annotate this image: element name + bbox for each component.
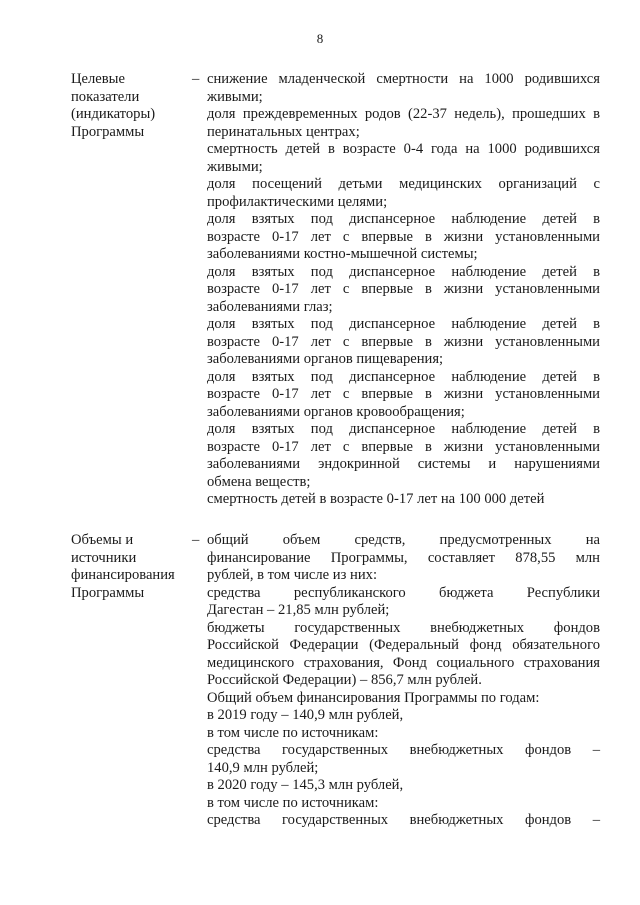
list-item-line: обмена веществ; [207, 473, 311, 490]
page-number: 8 [316, 31, 324, 46]
list-item [207, 491, 600, 509]
list-item-line: средства республиканского бюджета Республики [207, 584, 600, 601]
list-item-line: возрасте 0-17 лет с впервые в жизни установленными [207, 386, 600, 402]
section-label-line: Объемы и [71, 532, 134, 548]
list-item-line: доля посещений детьми медицинских организаций с [207, 176, 600, 192]
section-dash: – [192, 71, 200, 87]
list-item-line: доля взятых под диспансерное наблюдение детей в [207, 421, 600, 437]
section-content [207, 71, 600, 509]
list-item [207, 106, 600, 141]
section-label-line: финансирования [71, 567, 175, 583]
list-item-line: снижение младенческой смертности на 1000 родившихся [207, 71, 600, 87]
list-item-line: в том числе по источникам: [207, 724, 379, 741]
list-item-line: средства государственных внебюджетных фондов – [207, 812, 600, 828]
list-item-line: в том числе по источникам: [207, 794, 379, 811]
list-item-line: заболеваниями эндокринной системы и нарушениями [207, 456, 600, 472]
list-item-line: в 2020 году – 145,3 млн рублей, [207, 777, 404, 793]
list-item [207, 742, 600, 777]
list-item-line: в 2019 году – 140,9 млн рублей, [207, 707, 404, 723]
list-item [207, 71, 600, 106]
section-dash: – [192, 532, 200, 548]
list-item [207, 795, 600, 813]
list-item-line: рублей, в том числе из них: [207, 567, 377, 583]
list-item-line: заболеваниями органов кровообращения; [207, 403, 465, 420]
list-item-line: доля взятых под диспансерное наблюдение детей в [207, 368, 600, 385]
list-item-line: финансирование Программы, составляет 878,55 млн [207, 549, 600, 566]
list-item-line: доля взятых под диспансерное наблюдение детей в [207, 263, 600, 280]
list-item [207, 725, 600, 743]
list-item-line: перинатальных центрах; [207, 123, 360, 140]
section-label [71, 532, 191, 602]
section-label-line: источники [71, 549, 137, 566]
list-item-line: Дагестан – 21,85 млн рублей; [207, 602, 390, 618]
list-item-line: медицинского страхования, Фонд социального страхования [207, 654, 600, 671]
list-item [207, 176, 600, 211]
list-item [207, 421, 600, 491]
list-item [207, 532, 600, 585]
list-item [207, 690, 600, 708]
list-item [207, 707, 600, 725]
list-item-line: Российской Федерации) – 856,7 млн рублей. [207, 672, 482, 688]
list-item [207, 211, 600, 264]
section-label-line: Программы [71, 584, 145, 601]
list-item-line: смертность детей в возрасте 0-17 лет на 100 000 детей [207, 491, 545, 507]
list-item-line: заболеваниями органов пищеварения; [207, 351, 444, 367]
list-item-line: возрасте 0-17 лет с впервые в жизни установленными [207, 281, 600, 297]
list-item-line: доля преждевременных родов (22-37 недель), прошедших в [207, 106, 600, 122]
list-item-line: бюджеты государственных внебюджетных фондов [207, 619, 600, 636]
section-label-line: Программы [71, 123, 145, 140]
list-item-line: доля взятых под диспансерное наблюдение детей в [207, 316, 600, 332]
list-item [207, 812, 600, 830]
section-label-line: показатели [71, 88, 140, 105]
list-item [207, 141, 600, 176]
list-item-line: живыми; [207, 158, 263, 175]
list-item-line: живыми; [207, 88, 263, 105]
section-content [207, 532, 600, 830]
list-item-line: заболеваниями костно-мышечной системы; [207, 246, 478, 262]
list-item-line: общий объем средств, предусмотренных на [207, 532, 600, 548]
list-item-line: Общий объем финансирования Программы по годам: [207, 689, 540, 706]
list-item [207, 585, 600, 620]
list-item-line: 140,9 млн рублей; [207, 759, 319, 776]
list-item [207, 620, 600, 690]
list-item-line: смертность детей в возрасте 0-4 года на 1000 родившихся [207, 141, 600, 157]
list-item-line: возрасте 0-17 лет с впервые в жизни установленными [207, 438, 600, 455]
section-label-line: (индикаторы) [71, 106, 156, 122]
list-item-line: Российской Федерации (Федеральный фонд обязательного [207, 637, 600, 653]
section-label-line: Целевые [71, 71, 125, 87]
list-item-line: возрасте 0-17 лет с впервые в жизни установленными [207, 228, 600, 245]
section-label [71, 71, 191, 141]
list-item [207, 316, 600, 369]
list-item [207, 369, 600, 422]
list-item [207, 264, 600, 317]
list-item-line: заболеваниями глаз; [207, 298, 333, 315]
list-item-line: возрасте 0-17 лет с впервые в жизни установленными [207, 333, 600, 350]
list-item-line: доля взятых под диспансерное наблюдение детей в [207, 211, 600, 227]
list-item [207, 777, 600, 795]
list-item-line: профилактическими целями; [207, 193, 388, 210]
list-item-line: средства государственных внебюджетных фондов – [207, 742, 600, 758]
